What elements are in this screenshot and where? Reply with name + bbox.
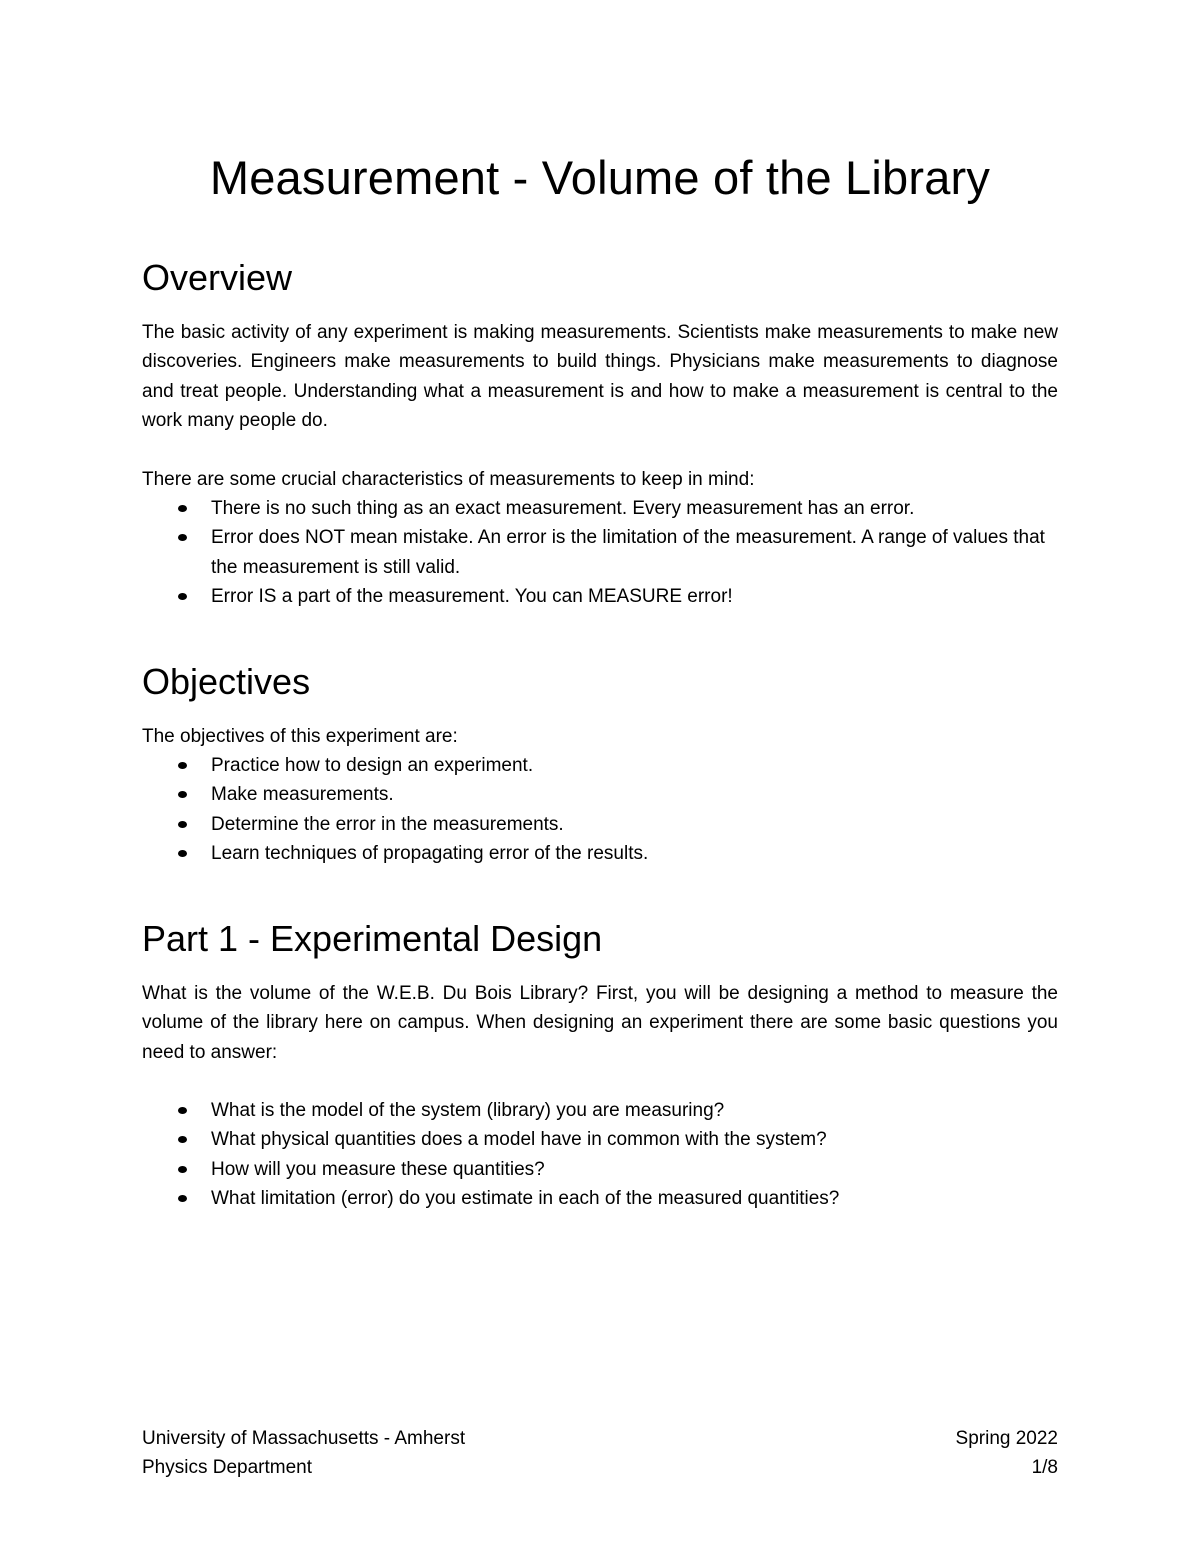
- objectives-heading: Objectives: [142, 660, 311, 702]
- list-item-text: Practice how to design an experiment.: [211, 755, 534, 777]
- footer-department: Physics Department: [142, 1457, 313, 1479]
- footer-row-top: [142, 1424, 1058, 1453]
- footer-institution: University of Massachusetts - Amherst: [142, 1428, 466, 1449]
- list-item-text: Learn techniques of propagating error of the results.: [211, 843, 649, 865]
- list-item-text: What is the model of the system (library) you are measuring?: [211, 1099, 725, 1121]
- objectives-bullet-list: [142, 751, 1058, 869]
- part1-section: [142, 917, 1058, 1214]
- list-item: [211, 494, 1058, 523]
- footer-term: Spring 2022: [955, 1428, 1058, 1449]
- list-item-text: There is no such thing as an exact measurement. Every measurement has an error.: [211, 498, 915, 520]
- bullet-icon: [178, 1136, 187, 1143]
- list-item-text: Error IS a part of the measurement. You can MEASURE error!: [211, 586, 733, 608]
- overview-bullet-list: [142, 494, 1058, 612]
- list-item: [211, 1184, 1058, 1213]
- bullet-icon: [178, 1166, 187, 1173]
- list-item-text: How will you measure these quantities?: [211, 1158, 545, 1180]
- bullet-icon: [178, 1195, 187, 1202]
- overview-paragraph: The basic activity of any experiment is making measurements. Scientists make measurements to make new discoveries. Engineers make measurements to build things. Physicians make measurements to diagnose and treat people. Understanding what a measurement is and how to make a measurement is central to the work many people do.: [142, 322, 1058, 432]
- bullet-icon: [178, 505, 187, 512]
- list-item-text: What physical quantities does a model have in common with the system?: [211, 1129, 827, 1151]
- overview-intro: There are some crucial characteristics of measurements to keep in mind:: [142, 468, 755, 490]
- page-footer: [142, 1424, 1058, 1483]
- bullet-icon: [178, 593, 187, 600]
- footer-page-number: 1/8: [1031, 1457, 1058, 1479]
- document-title: Measurement - Volume of the Library: [209, 151, 991, 204]
- list-item: [211, 751, 1058, 780]
- bullet-icon: [178, 762, 187, 769]
- part1-paragraph: What is the volume of the W.E.B. Du Bois Library? First, you will be designing a method to measure the volume of the library here on campus. When designing an experiment there are some basic questions you need to answer:: [142, 982, 1058, 1063]
- list-item: [211, 810, 1058, 839]
- bullet-icon: [178, 1107, 187, 1114]
- list-item: [211, 1125, 1058, 1154]
- part1-heading: Part 1 - Experimental Design: [142, 917, 603, 959]
- overview-heading: Overview: [142, 257, 293, 298]
- list-item: [211, 1096, 1058, 1125]
- part1-bullet-list: [142, 1096, 1058, 1214]
- list-item-text: Error does NOT mean mistake. An error is the limitation of the measurement. A range of values that the measurement is still valid.: [211, 527, 1045, 578]
- bullet-icon: [178, 821, 187, 828]
- section-spacer: [142, 869, 1058, 917]
- list-item: [211, 523, 1058, 582]
- objectives-intro: The objectives of this experiment are:: [142, 725, 458, 747]
- footer-row-bottom: [142, 1453, 1058, 1482]
- list-item-text: Make measurements.: [211, 784, 394, 806]
- list-item-text: Determine the error in the measurements.: [211, 813, 564, 835]
- list-item: [211, 780, 1058, 809]
- list-item: [211, 839, 1058, 868]
- bullet-icon: [178, 534, 187, 541]
- list-item-text: What limitation (error) do you estimate in each of the measured quantities?: [211, 1188, 840, 1210]
- bullet-icon: [178, 850, 187, 857]
- overview-section: [142, 256, 1058, 612]
- section-spacer: [142, 612, 1058, 660]
- objectives-section: [142, 660, 1058, 869]
- list-item: [211, 582, 1058, 611]
- document-body: [142, 150, 1058, 1214]
- bullet-icon: [178, 791, 187, 798]
- list-item: [211, 1155, 1058, 1184]
